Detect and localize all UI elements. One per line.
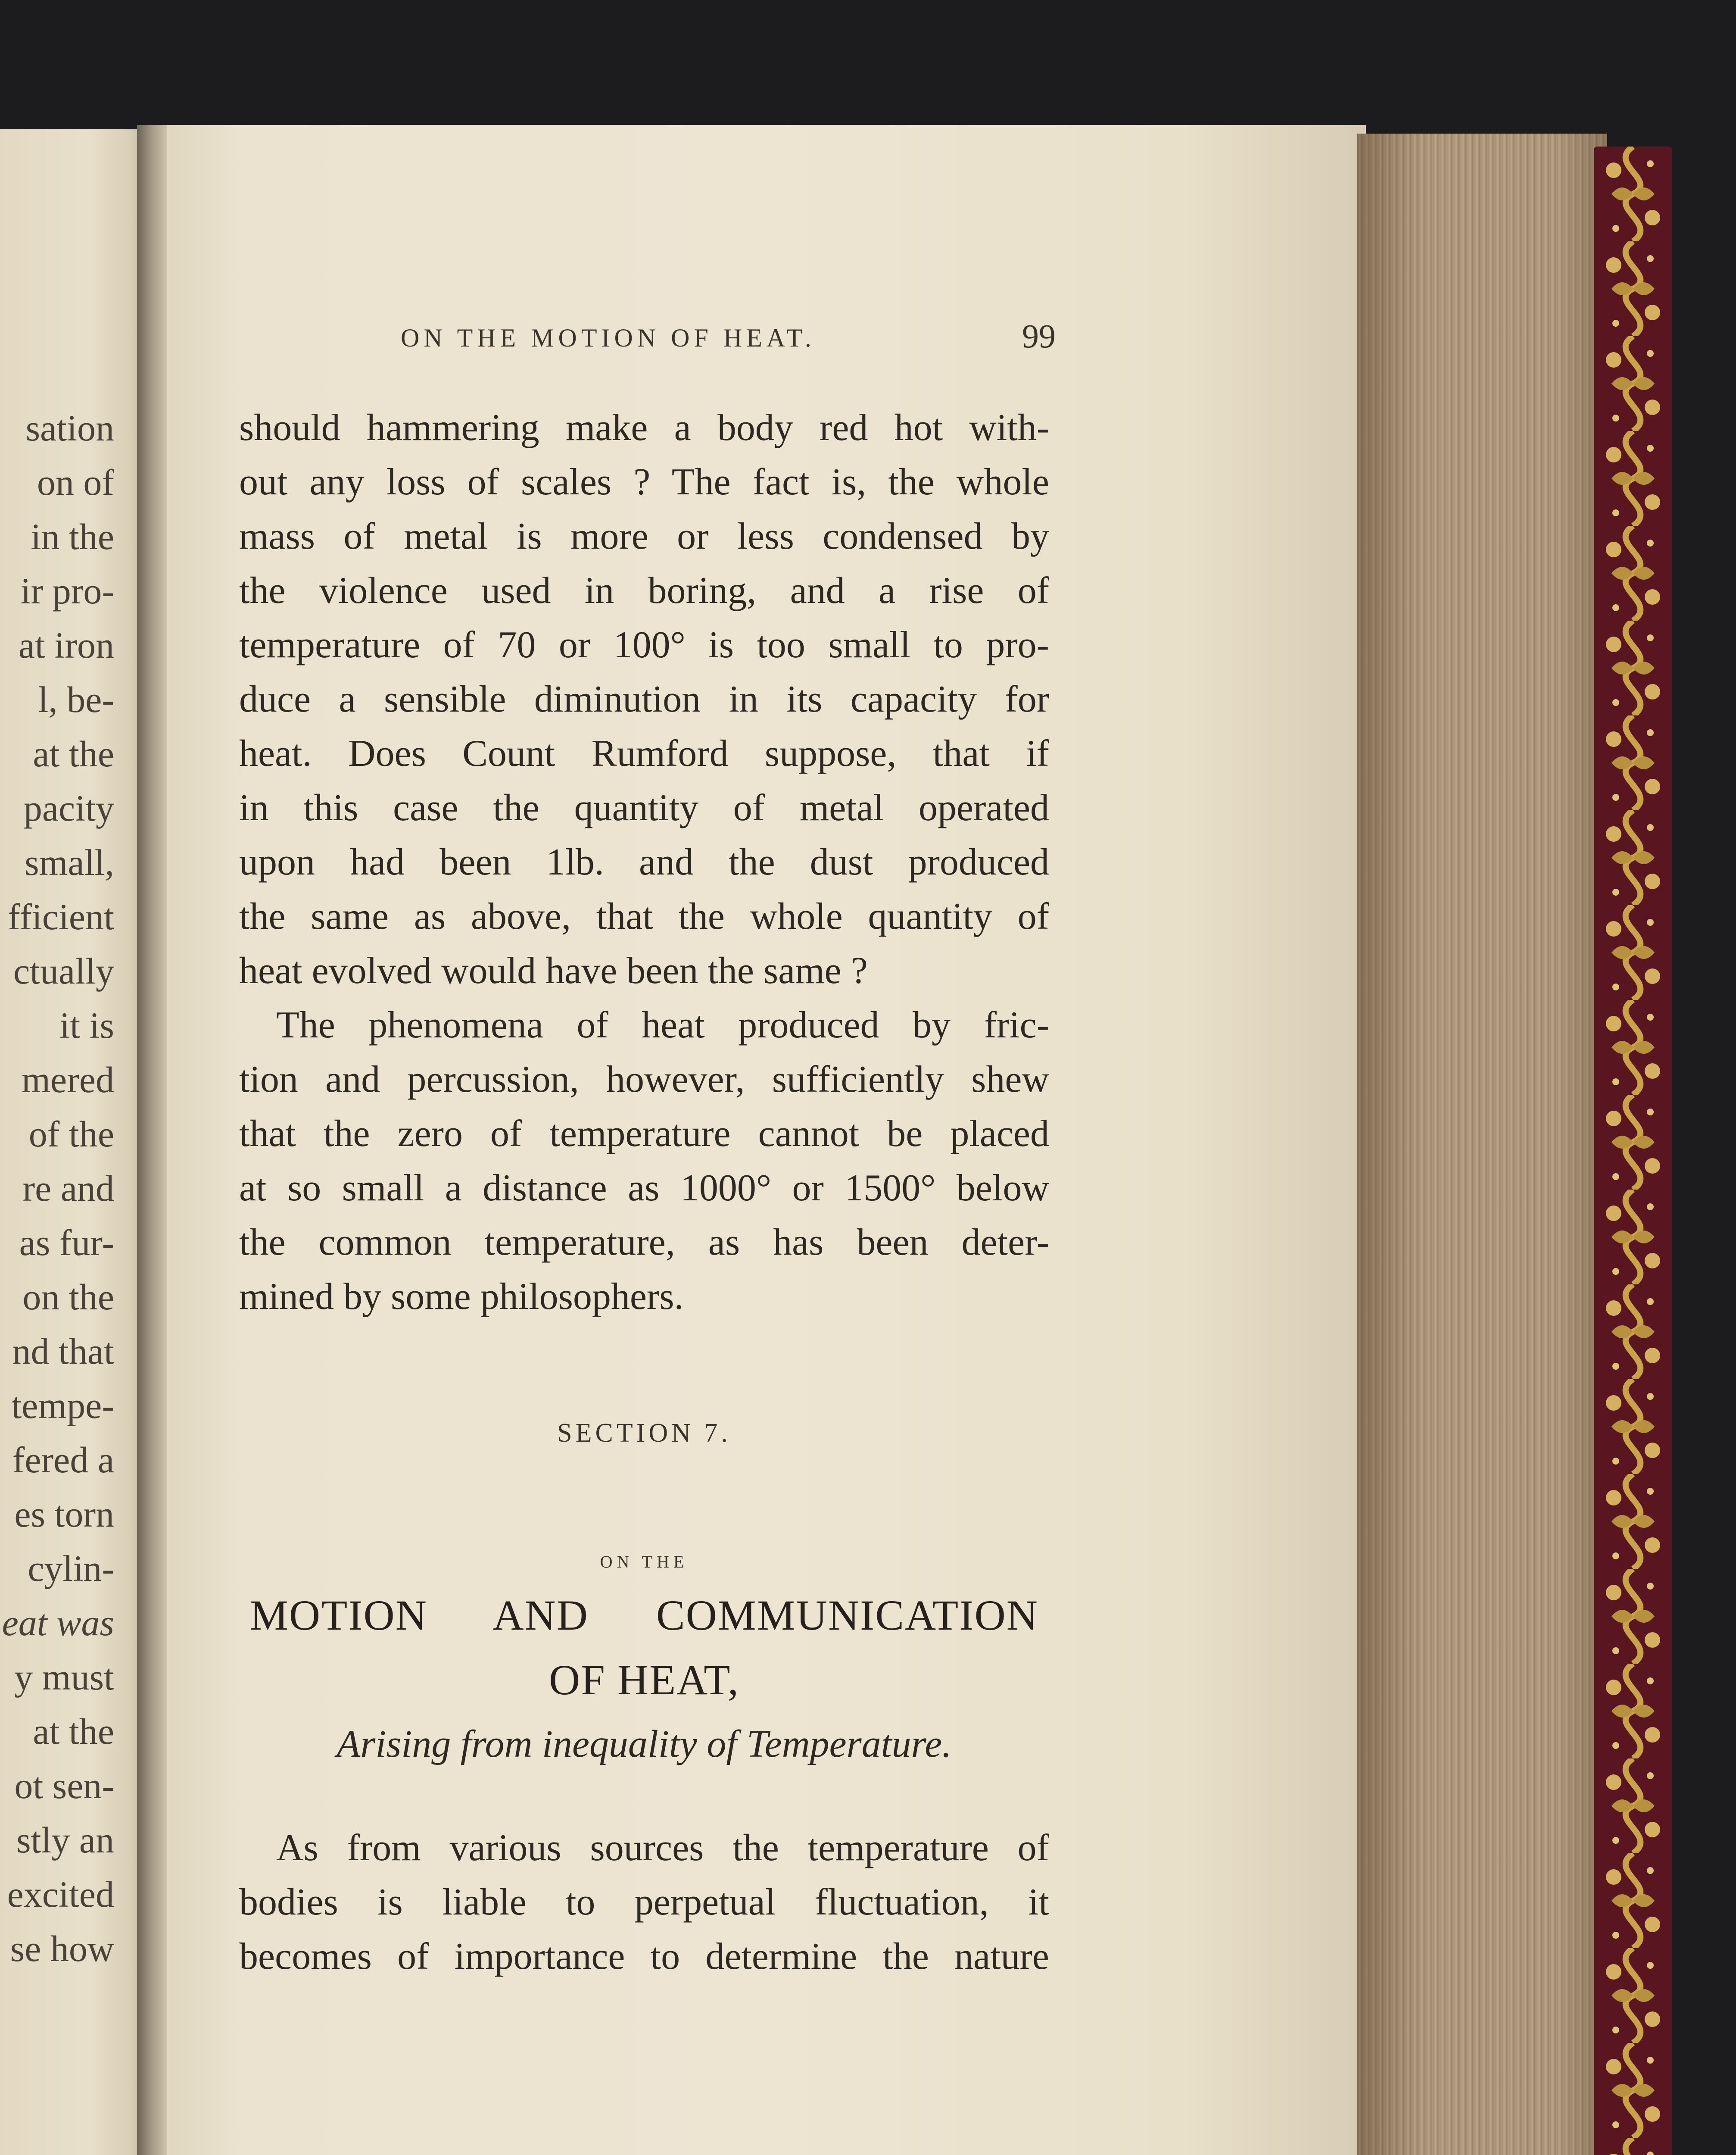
- left-line: at iron: [18, 625, 114, 666]
- text-line: at so small a distance as 1000° or 1500° below: [239, 1167, 1049, 1209]
- left-line: cylin-: [28, 1548, 114, 1589]
- left-line: eat was: [2, 1602, 114, 1643]
- running-head: ON THE MOTION OF HEAT.: [401, 324, 816, 352]
- text-line: the common temperature, as has been deter-: [239, 1221, 1049, 1263]
- left-facing-page: [0, 129, 149, 2155]
- text-line: temperature of 70 or 100° is too small to pro-: [239, 624, 1049, 666]
- text-line: that the zero of temperature cannot be placed: [239, 1113, 1049, 1155]
- left-line: at the: [33, 1711, 114, 1752]
- left-line: sation: [25, 407, 114, 449]
- text-line: As from various sources the temperature of: [276, 1827, 1049, 1869]
- section-subtitle: Arising from inequality of Temperature.: [337, 1723, 952, 1765]
- text-line: heat. Does Count Rumford suppose, that if: [239, 733, 1049, 775]
- left-line: excited: [7, 1874, 114, 1915]
- text-line: out any loss of scales ? The fact is, the whole: [239, 461, 1049, 503]
- text-line: mined by some philosophers.: [239, 1276, 684, 1318]
- left-page-line-endings: [2, 401, 114, 1976]
- left-line: l, be-: [38, 679, 114, 720]
- text-line: becomes of importance to determine the nature: [239, 1936, 1049, 1977]
- left-line: ctually: [13, 950, 114, 992]
- left-line: on the: [22, 1276, 114, 1318]
- left-line: pacity: [23, 787, 114, 829]
- section-title-line-2: OF HEAT,: [549, 1656, 739, 1704]
- text-line: The phenomena of heat produced by fric-: [276, 1004, 1049, 1046]
- gutter-shadow: [137, 125, 167, 2155]
- left-line: ir pro-: [20, 570, 114, 612]
- left-line: re and: [22, 1168, 114, 1209]
- text-line: should hammering make a body red hot with-: [239, 407, 1049, 449]
- left-line: mered: [22, 1059, 114, 1100]
- left-line: nd that: [12, 1330, 114, 1372]
- text-line: tion and percussion, however, sufficiently shew: [239, 1059, 1049, 1100]
- paragraph: [239, 401, 1049, 998]
- left-line: as fur-: [19, 1222, 114, 1263]
- left-line: tempe-: [11, 1385, 114, 1426]
- section-number: SECTION 7.: [557, 1418, 731, 1448]
- left-line: small,: [25, 842, 114, 883]
- gilt-ornament-icon: [1594, 147, 1672, 2155]
- text-line: in this case the quantity of metal operated: [239, 787, 1049, 829]
- left-line: stly an: [16, 1819, 114, 1861]
- gilt-cover-edge: [1594, 147, 1672, 2155]
- page-edge-shading: [1357, 134, 1607, 2155]
- left-line: es torn: [14, 1493, 114, 1535]
- left-line: of the: [28, 1113, 114, 1155]
- body-text: [239, 401, 1049, 1324]
- paragraph: [239, 998, 1049, 1324]
- page-number: 99: [1022, 317, 1056, 355]
- text-line: duce a sensible diminution in its capacity for: [239, 678, 1049, 720]
- closing-paragraph: [239, 1821, 1049, 1984]
- text-line: the violence used in boring, and a rise of: [239, 570, 1049, 612]
- left-line: y must: [14, 1656, 114, 1698]
- text-line: mass of metal is more or less condensed by: [239, 515, 1049, 557]
- text-line: bodies is liable to perpetual fluctuation, it: [239, 1881, 1049, 1923]
- text-line: heat evolved would have been the same ?: [239, 950, 868, 992]
- left-line: in the: [31, 516, 114, 557]
- text-line: upon had been 1lb. and the dust produced: [239, 841, 1049, 883]
- left-line: it is: [59, 1005, 114, 1046]
- section-prefix: ON THE: [600, 1552, 689, 1571]
- left-line: se how: [10, 1928, 114, 1969]
- left-line: on of: [37, 462, 114, 503]
- text-line: the same as above, that the whole quantity of: [239, 896, 1049, 937]
- left-line: fered a: [12, 1439, 114, 1480]
- section-title-line-1: MOTION AND COMMUNICATION: [250, 1591, 1038, 1639]
- left-line: at the: [33, 733, 114, 775]
- left-line: ot sen-: [14, 1765, 114, 1806]
- left-line: fficient: [8, 896, 114, 937]
